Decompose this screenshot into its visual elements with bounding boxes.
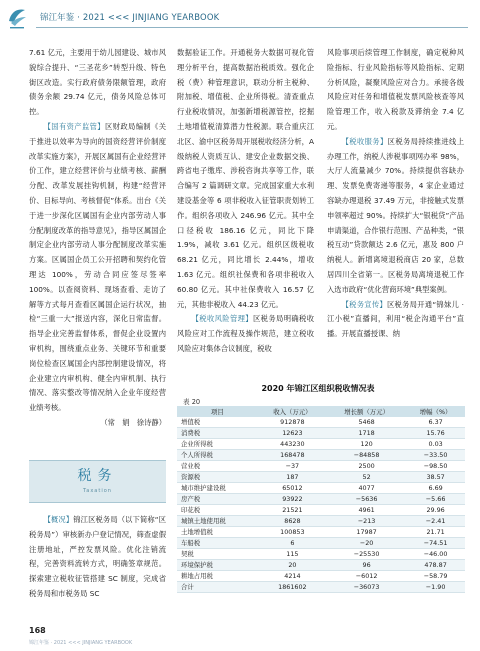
table-row: [177, 428, 465, 439]
table-cell: 消费税: [181, 429, 201, 437]
yearbook-logo-icon: [5, 5, 29, 31]
table-cell: 城市维护建设税: [181, 484, 226, 492]
author-signature: （常 娟 徐诗静）: [100, 417, 166, 427]
table-cell: −33.50: [423, 451, 448, 459]
table-cell: 5468: [358, 418, 375, 426]
table-cell: 96: [362, 561, 371, 569]
table-row: [177, 549, 465, 560]
column-1-lower: [29, 513, 166, 613]
paragraph-text: 风险事项后续管理工作制度，确定税种风险指标、行业风险指标等风险指标、定期分析风险，凝聚风险应对合力。承接各级风险应对任务和增值税发票风险核查等风险管理工作，收入税款及滞纳金 7.4 亿元。: [327, 48, 464, 131]
section-marker: 【概况】: [43, 515, 74, 524]
table-row: [177, 450, 465, 461]
table-cell: −5636: [355, 495, 378, 503]
table-cell: 478.87: [424, 561, 447, 569]
table-row: [177, 505, 465, 516]
table-cell: −98.50: [423, 462, 448, 470]
footer-text: 锦江年鉴 · 2021 <<< JINJIANG YEARBOOK: [29, 640, 133, 646]
table-cell: −46.00: [423, 550, 448, 558]
table-cell: 资源税: [181, 473, 201, 481]
header-rule: [36, 27, 468, 28]
paragraph: [177, 46, 314, 312]
table-cell: 4214: [284, 572, 301, 580]
table-cell: 土地增值税: [181, 528, 213, 536]
section-banner: [29, 460, 166, 503]
column-header: 增长额（万元）: [344, 407, 389, 416]
table-row: [177, 571, 465, 582]
table-cell: −5.66: [425, 495, 446, 503]
paragraph-text: 锦江区税务局（以下简称“区税务局”）审核新办户登记情况，筛查虚假注册地址，严控发票风险。优化注销流程，完善资料流转方式，明确签章规范。探索建立税收征管搭建 SC 制度，完成省税务局和市税务局 SC: [29, 515, 166, 598]
table-cell: 168478: [280, 451, 305, 459]
paragraph: [29, 46, 166, 120]
table-cell: 房产税: [181, 495, 201, 503]
table-cell: 合计: [181, 583, 194, 591]
table-cell: 38.57: [426, 473, 445, 481]
table-row: [177, 527, 465, 538]
table-row: [177, 461, 465, 472]
table-cell: 增值税: [181, 418, 201, 426]
table-cell: −74.51: [423, 539, 448, 547]
tax-revenue-table: [177, 406, 465, 593]
table-cell: −25530: [353, 550, 380, 558]
paragraph-text: 区税务局开通“锦妹儿 · 江小税”直播间，利用“税企沟通平台”直播。开展直播授课、纳: [327, 299, 464, 339]
paragraph: [177, 312, 314, 356]
column-header: 项目: [210, 407, 224, 416]
table-row: [177, 483, 465, 494]
table-cell: 6: [290, 539, 295, 547]
paragraph-text: 区税务局持续推进线上办理工作，纳税人涉税事项网办率 98%，大厅人流量减少 70%。持续提供容缺办理、发票免费寄递等服务，4 家企业通过容缺办理退税 37.49 万元，非接触式发票申领率超过 90%。持续扩大“银税贷”产品申请渠道，合作银行范围、产品种类，“银税互动”贷款额达 2.6 亿元，惠及 800 户纳税人。新增离境退税商店 20 家，总数居四川全省第一。区税务局离境退税工作入选市政府“优化营商环境”典型案例。: [327, 136, 464, 294]
table-cell: 29.96: [426, 506, 445, 514]
table-cell: −36073: [353, 583, 380, 591]
table-cell: −1.90: [425, 583, 446, 591]
table-caption: 表 20: [183, 398, 201, 406]
table-cell: −37: [285, 462, 300, 470]
table-cell: 4961: [358, 506, 375, 514]
table-cell: 4077: [358, 484, 375, 492]
table-title: 2020 年锦江区组织税收情况表: [261, 384, 375, 393]
table-cell: 0.03: [428, 440, 443, 448]
running-header: 锦江年鉴 · 2021 <<< JINJIANG YEARBOOK: [40, 12, 220, 22]
table-cell: 6.37: [428, 418, 443, 426]
table-cell: 2500: [358, 462, 375, 470]
section-marker: 【国有资产监管】: [43, 121, 105, 131]
table-cell: −2.41: [425, 517, 446, 525]
table-cell: 企业所得税: [181, 440, 213, 448]
table-cell: −58.79: [423, 572, 448, 580]
page-number: 168: [29, 626, 46, 635]
table-cell: 17987: [356, 528, 377, 536]
column-header: 增幅（%）: [419, 407, 452, 416]
table-cell: −213: [357, 517, 376, 525]
page-header: [0, 0, 480, 36]
table-cell: −6012: [355, 572, 378, 580]
column-3: [327, 46, 464, 372]
table-cell: 20: [288, 561, 297, 569]
table-cell: 120: [360, 440, 373, 448]
table-cell: 1718: [358, 429, 375, 437]
paragraph: [327, 298, 464, 342]
table-cell: 187: [286, 473, 299, 481]
column-header: 收入（万元）: [273, 407, 312, 416]
table-cell: 115: [286, 550, 299, 558]
table-cell: 契税: [181, 550, 194, 558]
table-cell: 100853: [280, 528, 305, 536]
section-marker: 【税务宣传】: [341, 299, 387, 309]
table-row: [177, 417, 465, 428]
table-cell: 个人所得税: [181, 451, 213, 459]
table-row: [177, 439, 465, 450]
section-title: 税务: [77, 468, 118, 484]
table-cell: 65012: [282, 484, 303, 492]
paragraph-text: 7.61 亿元，主要用于幼儿园建设、城市风貌综合提升、“三圣花乡”转型升级、特色街区改造。实行政府债务限额管理，政府债务余额 29.74 亿元，债务风险总体可控。: [29, 48, 166, 117]
table-cell: 21.71: [426, 528, 445, 536]
table-cell: 8628: [284, 517, 301, 525]
table-row: [177, 494, 465, 505]
section-marker: 【税收风险管理】: [191, 314, 253, 324]
table-row: [177, 560, 465, 571]
paragraph: [327, 135, 464, 298]
paragraph: [29, 120, 166, 416]
table-cell: 12623: [282, 429, 303, 437]
table-row: [177, 516, 465, 527]
section-title-english: Taxation: [83, 488, 112, 494]
table-row: [177, 472, 465, 483]
table-cell: 城镇土地使用税: [181, 517, 226, 525]
table-cell: 912878: [280, 418, 305, 426]
paragraph-text: 区财政局编制《关于推进以效率为导向的国资经营评价制度改革实施方案》，开展区属国有企业经营评价工作，建立经营评价与业绩考核、薪酬分配、改革发展挂钩机制，构建“经营评价、目标导向、考核督促”体系。出台《关于进一步深化区属国有企业内部劳动人事分配制度改革的指导意见》，指导区属国企制定企业内部劳动人事分配制度改革实施方案。区属国企员工公开招聘和契约化管理达 100%，劳动合同应签尽签率 100%。以查阅资料、现场查看、走访了解等方式每月查看区属国企运行状况，抽检“三重一大”报送内容，深化日常监督。指导企业完善监督体系，督促企业设置内审机构，围绕重点业务、关键环节和重要岗位检查区属国企内部控制建设情况，将企业建立内审机构、健全内审机制、执行情况、落实整改等情况纳入企业年度经营业绩考核。: [29, 121, 166, 413]
table-cell: 15.76: [426, 429, 445, 437]
table-header-row: [177, 406, 465, 417]
table-cell: 环境保护税: [181, 561, 213, 569]
table-cell: 93922: [282, 495, 303, 503]
paragraph: [29, 513, 166, 602]
table-cell: −84858: [353, 451, 380, 459]
table-cell: 车船税: [181, 539, 201, 547]
table-cell: 1861602: [278, 583, 307, 591]
table-row: [177, 538, 465, 549]
column-2: [177, 46, 314, 372]
table-cell: 52: [362, 473, 371, 481]
paragraph: [327, 46, 464, 135]
table-cell: 营业税: [181, 462, 201, 470]
table-cell: 443230: [280, 440, 305, 448]
table-cell: 6.69: [428, 484, 443, 492]
table-cell: −20: [359, 539, 374, 547]
table-cell: 21521: [282, 506, 303, 514]
table-cell: 印花税: [181, 506, 201, 514]
paragraph-text: 区税务局明确税收风险应对工作流程及操作规范，建立税收风险应对集体合议制度，税收: [177, 314, 314, 353]
table-cell: 耕地占用税: [181, 572, 213, 580]
paragraph-text: 数据验证工作。开通税务大数据可视化管理分析平台，提高数据治税质效。强化企税（费）种管理意识，联动分析主税种、附加税、增值税、企业所得税。清查重点行业税收情况，加强新增税源管控，挖掘土地增值税清算潜力性税源。联合重庆江北区、渝中区税务局开展税收经济分析，A 级纳税人资质互认、建安企业数据交换、跨省电子缴库、涉税咨询共享等工作，联合编写 2 篇调研文章。完成国家重大水利建设基金等 6 项非税收入征管职责划转工作。组织各项收入 246.96 亿元。其中全口径税收 186.16 亿元，同比下降 1.9%，减收 3.61 亿元。组织区级税收 68.21 亿元，同比增长 2.44%，增收 1.63 亿元。组织社保费和各项非税收入 60.80 亿元。其中社保费收入 16.57 亿元，其他非税收入 44.23 亿元。: [177, 48, 314, 309]
section-marker: 【税收服务】: [341, 136, 388, 146]
table-row: [177, 582, 465, 593]
